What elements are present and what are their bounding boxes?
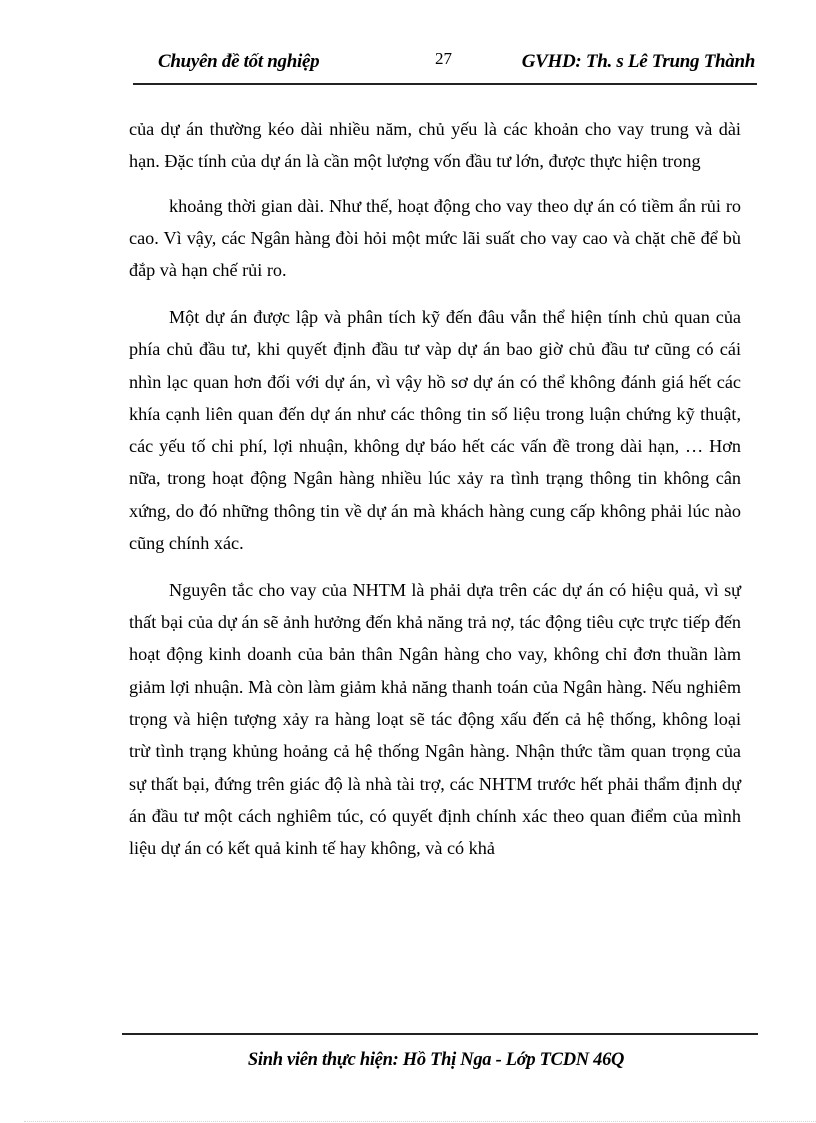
paragraph: Nguyên tắc cho vay của NHTM là phải dựa trên các dự án có hiệu quả, vì sự thất bại của dự án sẽ ảnh hưởng đến khả năng trả nợ, tác động tiêu cực trực tiếp đến hoạt động kinh doanh của bản thân Ngân hàng cho vay, không chỉ đơn thuần làm giảm lợi nhuận. Mà còn làm giảm khả năng thanh toán của Ngân hàng. Nếu nghiêm trọng và hiện tượng xảy ra hàng loạt sẽ tác động xấu đến cả hệ thống, không loại trừ tình trạng khủng hoảng cả hệ thống Ngân hàng. Nhận thức tầm quan trọng của sự thất bại, đứng trên giác độ là nhà tài trợ, các NHTM trước hết phải thẩm định dự án đầu tư một cách nghiêm túc, có quyết định chính xác theo quan điểm của mình liệu dự án có kết quả kinh tế hay không, và có khả — [129, 579, 741, 859]
paragraph: Một dự án được lập và phân tích kỹ đến đâu vẫn thể hiện tính chủ quan của phía chủ đầu tư, khi quyết định đầu tư vàp dự án bao giờ chủ đầu tư cũng có cái nhìn lạc quan hơn đối với dự án, vì vậy hồ sơ dự án có thể không đánh giá hết các khía cạnh liên quan đến dự án như các thông tin số liệu trong luận chứng kỹ thuật, các yếu tố chi phí, lợi nhuận, không dự báo hết các vấn đề trong dài hạn, … Hơn nữa, trong hoạt động Ngân hàng nhiều lúc xảy ra tình trạng thông tin không cân xứng, do đó những thông tin về dự án mà khách hàng cung cấp không phải lúc nào cũng chính xác. — [129, 306, 741, 554]
header-divider — [133, 83, 757, 85]
footer-author: Sinh viên thực hiện: Hồ Thị Nga - Lớp TCDN 46Q — [247, 1050, 625, 1070]
footer-divider — [122, 1033, 758, 1035]
paragraph: của dự án thường kéo dài nhiều năm, chủ yếu là các khoản cho vay trung và dài hạn. Đặc tính của dự án là cần một lượng vốn đầu tư lớn, được thực hiện trong — [129, 119, 741, 172]
page-number: 27 — [435, 49, 452, 68]
header-advisor: GVHD: Th. s Lê Trung Thành — [521, 51, 755, 72]
header-document-type: Chuyên đề tốt nghiệp — [158, 51, 320, 72]
page-footer — [0, 1050, 816, 1071]
page-boundary — [24, 1121, 816, 1122]
paragraph: khoảng thời gian dài. Như thế, hoạt động cho vay theo dự án có tiềm ẩn rủi ro cao. Vì vậy, các Ngân hàng đòi hỏi một mức lãi suất cho vay cao và chặt chẽ để bù đắp và hạn chế rủi ro. — [129, 195, 741, 281]
page-header — [133, 46, 757, 76]
document-body — [129, 113, 741, 879]
